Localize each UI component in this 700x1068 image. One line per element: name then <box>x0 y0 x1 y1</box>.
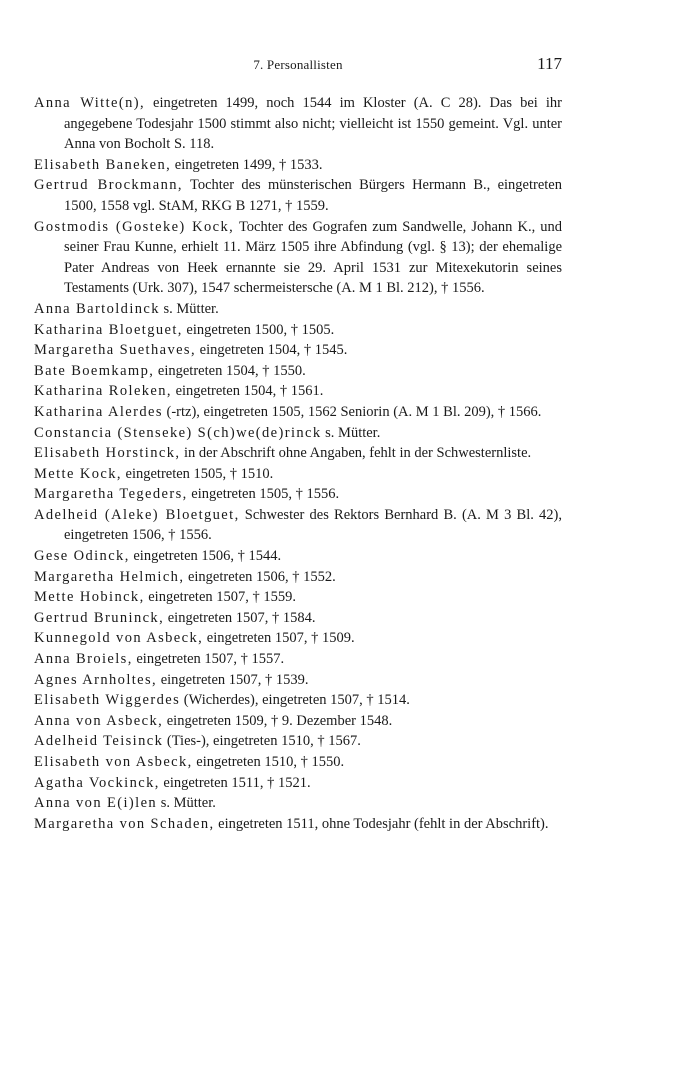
entry-name: Elisabeth Horstinck, <box>34 445 181 462</box>
entry-name: Adelheid (Aleke) Bloetguet, <box>34 506 240 523</box>
entry-text: s. Mütter. <box>159 300 219 317</box>
entry-name: Gertrud Bruninck, <box>34 609 165 626</box>
list-entry <box>34 320 562 341</box>
document-page <box>34 0 562 1068</box>
entry-name: Margaretha Tegeders, <box>34 486 188 503</box>
entry-text: eingetreten 1500, † 1505. <box>182 321 335 338</box>
entry-text: eingetreten 1505, † 1510. <box>121 465 274 482</box>
list-entry <box>34 711 562 732</box>
entry-name: Katharina Alerdes <box>34 403 163 420</box>
entry-text: (Wicherdes), eingetreten 1507, † 1514. <box>180 692 410 709</box>
entry-text: eingetreten 1507, † 1539. <box>157 671 309 688</box>
entry-name: Elisabeth Wiggerdes <box>34 692 181 709</box>
page-number: 117 <box>537 54 562 73</box>
entry-text: eingetreten 1504, † 1545. <box>196 342 348 359</box>
entry-text: Schwester des Rektors Bernhard B. (A. M 3 Bl. 42), eingetreten 1506, † 1556. <box>64 506 562 544</box>
entry-name: Mette Hobinck, <box>34 589 145 606</box>
list-entry <box>34 546 562 567</box>
list-entry <box>34 361 562 382</box>
entry-text: eingetreten 1504, † 1550. <box>154 362 306 379</box>
entry-name: Katharina Roleken, <box>34 383 172 400</box>
entry-name: Margaretha von Schaden, <box>34 815 215 832</box>
entry-text: in der Abschrift ohne Angaben, fehlt in der Schwesternliste. <box>180 445 532 462</box>
entry-name: Anna von Asbeck, <box>34 712 164 729</box>
list-entry <box>34 340 562 361</box>
entry-name: Anna von E(i)len <box>34 795 158 812</box>
entry-text: eingetreten 1506, † 1552. <box>184 568 336 585</box>
list-entry <box>34 793 562 814</box>
list-entry <box>34 443 562 464</box>
running-title: 7. Personallisten <box>253 57 343 72</box>
entry-text: Tochter des Gografen zum Sandwelle, Johann K., und seiner Frau Kunne, erhielt 11. März 1505 ihre Abfindung (vgl. § 13); der ehemalige Pater Andreas von Heek ernannte sie 29. April 1531 zur Mitexekutorin seines Testaments (Urk. 307), 1547 schermeistersche (A. M 1 Bl. 212), † 1556. <box>64 218 562 297</box>
entry-text: Tochter des münsterischen Bürgers Hermann B., eingetreten 1500, 1558 vgl. StAM, RKG B 1271, † 1559. <box>64 177 562 214</box>
entry-name: Agnes Arnholtes, <box>34 671 158 688</box>
list-entry <box>34 814 562 835</box>
list-entry <box>34 155 562 176</box>
entry-text: eingetreten 1509, † 9. Dezember 1548. <box>163 712 393 729</box>
list-entry <box>34 381 562 402</box>
entry-text: eingetreten 1511, † 1521. <box>159 774 311 791</box>
list-entry <box>34 175 562 216</box>
entry-text: eingetreten 1499, † 1533. <box>171 156 323 173</box>
entry-text: s. Mütter. <box>321 424 381 441</box>
entry-text: eingetreten 1510, † 1550. <box>192 754 345 770</box>
entry-name: Gese Odinck, <box>34 548 130 565</box>
entry-text: (-rtz), eingetreten 1505, 1562 Seniorin (A. M 1 Bl. 209), † 1566. <box>162 403 542 420</box>
list-entry <box>34 752 562 773</box>
entry-text: eingetreten 1511, ohne Todesjahr (fehlt in der Abschrift). <box>214 815 549 832</box>
list-entry <box>34 464 562 485</box>
list-entry <box>34 93 562 155</box>
entry-text: eingetreten 1507, † 1584. <box>164 609 316 626</box>
entry-name: Elisabeth Baneken, <box>34 156 172 173</box>
list-entry <box>34 587 562 608</box>
entry-name: Constancia (Stenseke) S(ch)we(de)rinck <box>34 424 322 441</box>
entry-name: Margaretha Suethaves, <box>34 342 197 359</box>
entry-text: s. Mütter. <box>157 795 216 812</box>
list-entry <box>34 299 562 320</box>
list-entry <box>34 567 562 588</box>
personnel-list <box>34 93 562 834</box>
entry-name: Elisabeth von Asbeck, <box>34 754 193 770</box>
entry-name: Katharina Bloetguet, <box>34 321 183 338</box>
list-entry <box>34 690 562 711</box>
entry-name: Agatha Vockinck, <box>34 774 160 791</box>
list-entry <box>34 608 562 629</box>
entry-name: Kunnegold von Asbeck, <box>34 630 204 647</box>
entry-name: Gostmodis (Gosteke) Kock, <box>34 218 235 235</box>
list-entry <box>34 484 562 505</box>
entry-name: Mette Kock, <box>34 465 122 482</box>
list-entry <box>34 649 562 670</box>
entry-name: Adelheid Teisinck <box>34 733 164 750</box>
running-head <box>34 54 562 76</box>
entry-text: eingetreten 1499, noch 1544 im Kloster (A. C 28). Das bei ihr angegebene Todesjahr 1500 stimmt also nicht; vielleicht ist 1550 gemeint. Vgl. unter Anna von Bocholt S. 118. <box>64 95 562 153</box>
entry-name: Bate Boemkamp, <box>34 362 155 379</box>
list-entry <box>34 773 562 794</box>
list-entry <box>34 423 562 444</box>
entry-text: eingetreten 1507, † 1509. <box>203 630 355 647</box>
entry-name: Anna Broiels, <box>34 651 133 668</box>
entry-text: eingetreten 1504, † 1561. <box>171 383 324 400</box>
list-entry <box>34 628 562 649</box>
entry-name: Anna Witte(n), <box>34 95 145 111</box>
entry-text: eingetreten 1506, † 1544. <box>129 548 282 565</box>
list-entry <box>34 217 562 299</box>
list-entry <box>34 670 562 691</box>
list-entry <box>34 505 562 546</box>
entry-text: eingetreten 1505, † 1556. <box>187 486 340 503</box>
entry-name: Margaretha Helmich, <box>34 568 185 585</box>
entry-name: Gertrud Brockmann, <box>34 177 183 194</box>
entry-text: (Ties-), eingetreten 1510, † 1567. <box>163 733 361 750</box>
entry-text: eingetreten 1507, † 1557. <box>132 651 285 668</box>
list-entry <box>34 402 562 423</box>
list-entry <box>34 731 562 752</box>
entry-text: eingetreten 1507, † 1559. <box>144 589 297 606</box>
entry-name: Anna Bartoldinck <box>34 300 160 317</box>
